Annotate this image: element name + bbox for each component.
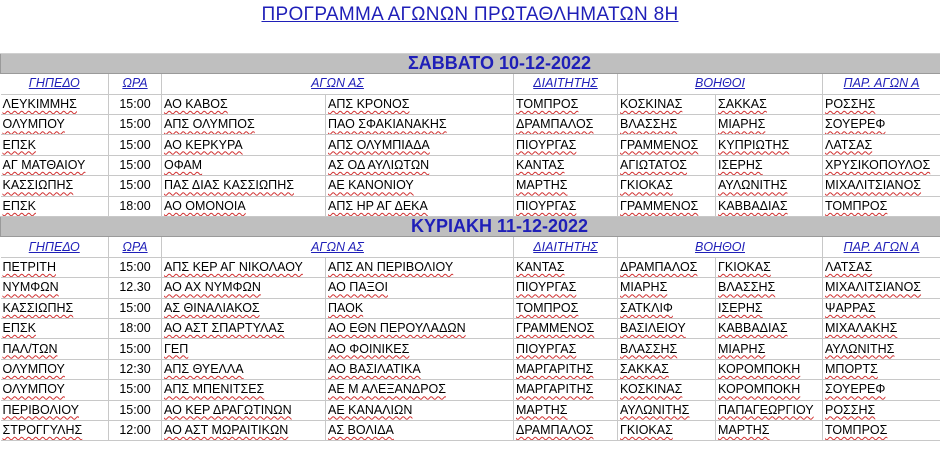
time-cell: 15:00 (109, 339, 162, 359)
referee-cell: ΤΟΜΠΡΟΣ (514, 94, 618, 114)
time-cell: 12:30 (109, 359, 162, 379)
away-team-cell: ΑΕ ΚΑΝΑΛΙΩΝ (326, 400, 514, 420)
away-team-cell: ΑΟ ΒΑΣΙΛΑΤΙΚΑ (326, 359, 514, 379)
time-cell: 15:00 (109, 155, 162, 175)
table-row (1, 339, 940, 359)
referee-cell: ΠΙΟΥΡΓΑΣ (514, 135, 618, 155)
table-row (1, 318, 940, 338)
header-assistants: ΒΟΗΘΟΙ (618, 74, 823, 94)
time-cell: 15:00 (109, 298, 162, 318)
referee-cell: ΔΡΑΜΠΑΛΟΣ (514, 420, 618, 440)
table-row (1, 420, 940, 440)
table-row (1, 359, 940, 379)
observer-cell: ΡΟΣΣΗΣ (823, 400, 940, 420)
assistant1-cell: ΓΡΑΜΜΕΝΟΣ (618, 196, 716, 216)
assistant1-cell: ΓΡΑΜΜΕΝΟΣ (618, 135, 716, 155)
assistant2-cell: ΚΟΡΟΜΠΟΚΗ (716, 380, 823, 400)
assistant2-cell: ΜΙΑΡΗΣ (716, 115, 823, 135)
assistant2-cell: ΓΚΙΟΚΑΣ (716, 257, 823, 277)
venue-cell: ΛΕΥΚΙΜΜΗΣ (1, 94, 109, 114)
away-team-cell: ΑΟ ΠΑΞΟΙ (326, 278, 514, 298)
assistant1-cell: ΒΛΑΣΣΗΣ (618, 115, 716, 135)
assistant1-cell: ΓΚΙΟΚΑΣ (618, 176, 716, 196)
table-row (1, 155, 940, 175)
assistant2-cell: ΙΣΕΡΗΣ (716, 155, 823, 175)
assistant2-cell: ΜΙΑΡΗΣ (716, 339, 823, 359)
venue-cell: ΝΥΜΦΩΝ (1, 278, 109, 298)
venue-cell: ΕΠΣΚ (1, 135, 109, 155)
home-team-cell: ΟΦΑΜ (162, 155, 326, 175)
assistant2-cell: ΚΥΠΡΙΩΤΗΣ (716, 135, 823, 155)
observer-cell: ΜΠΟΡΤΣ (823, 359, 940, 379)
header-time: ΩΡΑ (109, 74, 162, 94)
home-team-cell: ΑΠΣ ΚΕΡ ΑΓ ΝΙΚΟΛΑΟΥ (162, 257, 326, 277)
home-team-cell: ΑΟ ΟΜΟΝΟΙΑ (162, 196, 326, 216)
away-team-cell: ΑΠΣ ΟΛΥΜΠΙΑΔΑ (326, 135, 514, 155)
venue-cell: ΟΛΥΜΠΟΥ (1, 115, 109, 135)
away-team-cell: ΑΕ ΚΑΝΟΝΙΟΥ (326, 176, 514, 196)
observer-cell: ΣΟΥΕΡΕΦ (823, 380, 940, 400)
table-row (1, 257, 940, 277)
venue-cell: ΠΕΡΙΒΟΛΙΟΥ (1, 400, 109, 420)
observer-cell: ΣΟΥΕΡΕΦ (823, 115, 940, 135)
column-header-row (1, 74, 940, 94)
assistant2-cell: ΣΑΚΚΑΣ (716, 94, 823, 114)
day-header-row (1, 217, 940, 237)
observer-cell: ΜΙΧΑΛΙΤΣΙΑΝΟΣ (823, 176, 940, 196)
table-row (1, 94, 940, 114)
home-team-cell: ΑΟ ΑΧ ΝΥΜΦΩΝ (162, 278, 326, 298)
home-team-cell: ΑΣ ΘΙΝΑΛΙΑΚΟΣ (162, 298, 326, 318)
table-row (1, 278, 940, 298)
referee-cell: ΜΑΡΤΗΣ (514, 176, 618, 196)
day-title: ΣΑΒΒΑΤΟ 10-12-2022 (1, 53, 940, 73)
time-cell: 15:00 (109, 257, 162, 277)
observer-cell: ΜΙΧΑΛΙΤΣΙΑΝΟΣ (823, 278, 940, 298)
observer-cell: ΑΥΛΩΝΙΤΗΣ (823, 339, 940, 359)
home-team-cell: ΠΑΣ ΔΙΑΣ ΚΑΣΣΙΩΠΗΣ (162, 176, 326, 196)
home-team-cell: ΑΟ ΚΕΡΚΥΡΑ (162, 135, 326, 155)
table-row (1, 115, 940, 135)
assistant2-cell: ΚΑΒΒΑΔΙΑΣ (716, 318, 823, 338)
referee-cell: ΔΡΑΜΠΑΛΟΣ (514, 115, 618, 135)
assistant1-cell: ΚΟΣΚΙΝΑΣ (618, 380, 716, 400)
away-team-cell: ΑΠΣ ΑΝ ΠΕΡΙΒΟΛΙΟΥ (326, 257, 514, 277)
blank-row (1, 33, 940, 53)
table-row (1, 400, 940, 420)
venue-cell: ΑΓ ΜΑΤΘΑΙΟΥ (1, 155, 109, 175)
time-cell: 18:00 (109, 196, 162, 216)
header-match: ΑΓΩΝ ΑΣ (162, 237, 514, 257)
referee-cell: ΠΙΟΥΡΓΑΣ (514, 339, 618, 359)
away-team-cell: ΑΣ ΟΔ ΑΥΛΙΩΤΩΝ (326, 155, 514, 175)
observer-cell: ΛΑΤΣΑΣ (823, 257, 940, 277)
table-row (1, 196, 940, 216)
time-cell: 12.30 (109, 278, 162, 298)
table-row (1, 135, 940, 155)
home-team-cell: ΑΠΣ ΟΛΥΜΠΟΣ (162, 115, 326, 135)
header-observer: ΠΑΡ. ΑΓΩΝ Α (823, 74, 940, 94)
header-match: ΑΓΩΝ ΑΣ (162, 74, 514, 94)
observer-cell: ΤΟΜΠΡΟΣ (823, 420, 940, 440)
venue-cell: ΕΠΣΚ (1, 196, 109, 216)
away-team-cell: ΠΑΟΚ (326, 298, 514, 318)
time-cell: 12:00 (109, 420, 162, 440)
venue-cell: ΠΕΤΡΙΤΗ (1, 257, 109, 277)
venue-cell: ΚΑΣΣΙΩΠΗΣ (1, 176, 109, 196)
header-referee: ΔΙΑΙΤΗΤΗΣ (514, 237, 618, 257)
away-team-cell: ΑΕ Μ ΑΛΕΞΑΝΔΡΟΣ (326, 380, 514, 400)
header-referee: ΔΙΑΙΤΗΤΗΣ (514, 74, 618, 94)
time-cell: 15:00 (109, 94, 162, 114)
assistant1-cell: ΑΓΙΩΤΑΤΟΣ (618, 155, 716, 175)
referee-cell: ΜΑΡΓΑΡΙΤΗΣ (514, 380, 618, 400)
assistant1-cell: ΜΙΑΡΗΣ (618, 278, 716, 298)
assistant1-cell: ΑΥΛΩΝΙΤΗΣ (618, 400, 716, 420)
day-header-row (1, 53, 940, 73)
time-cell: 15:00 (109, 115, 162, 135)
day-title: ΚΥΡΙΑΚΗ 11-12-2022 (1, 217, 940, 237)
venue-cell: ΠΑΛ/ΤΩΝ (1, 339, 109, 359)
home-team-cell: ΑΟ ΑΣΤ ΜΩΡΑΙΤΙΚΩΝ (162, 420, 326, 440)
assistant1-cell: ΚΟΣΚΙΝΑΣ (618, 94, 716, 114)
time-cell: 15:00 (109, 176, 162, 196)
away-team-cell: ΑΟ ΦΟΙΝΙΚΕΣ (326, 339, 514, 359)
home-team-cell: ΑΟ ΚΑΒΟΣ (162, 94, 326, 114)
away-team-cell: ΑΣ ΒΟΛΙΔΑ (326, 420, 514, 440)
venue-cell: ΟΛΥΜΠΟΥ (1, 380, 109, 400)
assistant2-cell: ΜΑΡΤΗΣ (716, 420, 823, 440)
header-venue: ΓΗΠΕΔΟ (1, 74, 109, 94)
assistant2-cell: ΚΟΡΟΜΠΟΚΗ (716, 359, 823, 379)
venue-cell: ΚΑΣΣΙΩΠΗΣ (1, 298, 109, 318)
referee-cell: ΓΡΑΜΜΕΝΟΣ (514, 318, 618, 338)
observer-cell: ΨΑΡΡΑΣ (823, 298, 940, 318)
observer-cell: ΤΟΜΠΡΟΣ (823, 196, 940, 216)
home-team-cell: ΑΠΣ ΜΠΕΝΙΤΣΕΣ (162, 380, 326, 400)
assistant1-cell: ΣΑΚΚΑΣ (618, 359, 716, 379)
table-row (1, 380, 940, 400)
observer-cell: ΧΡΥΣΙΚΟΠΟΥΛΟΣ (823, 155, 940, 175)
away-team-cell: ΑΟ ΕΘΝ ΠΕΡΟΥΛΑΔΩΝ (326, 318, 514, 338)
referee-cell: ΚΑΝΤΑΣ (514, 155, 618, 175)
header-assistants: ΒΟΗΘΟΙ (618, 237, 823, 257)
assistant1-cell: ΓΚΙΟΚΑΣ (618, 420, 716, 440)
home-team-cell: ΑΟ ΚΕΡ ΔΡΑΓΩΤΙΝΩΝ (162, 400, 326, 420)
time-cell: 18:00 (109, 318, 162, 338)
assistant2-cell: ΙΣΕΡΗΣ (716, 298, 823, 318)
time-cell: 15:00 (109, 135, 162, 155)
referee-cell: ΜΑΡΓΑΡΙΤΗΣ (514, 359, 618, 379)
header-observer: ΠΑΡ. ΑΓΩΝ Α (823, 237, 940, 257)
away-team-cell: ΑΠΣ ΗΡ ΑΓ ΔΕΚΑ (326, 196, 514, 216)
home-team-cell: ΑΠΣ ΘΥΕΛΛΑ (162, 359, 326, 379)
referee-cell: ΠΙΟΥΡΓΑΣ (514, 196, 618, 216)
assistant2-cell: ΚΑΒΒΑΔΙΑΣ (716, 196, 823, 216)
assistant1-cell: ΒΑΣΙΛΕΙΟΥ (618, 318, 716, 338)
home-team-cell: ΑΟ ΑΣΤ ΣΠΑΡΤΥΛΑΣ (162, 318, 326, 338)
referee-cell: ΠΙΟΥΡΓΑΣ (514, 278, 618, 298)
time-cell: 15:00 (109, 400, 162, 420)
table-row (1, 298, 940, 318)
referee-cell: ΤΟΜΠΡΟΣ (514, 298, 618, 318)
table-row (1, 176, 940, 196)
assistant2-cell: ΠΑΠΑΓΕΩΡΓΙΟΥ (716, 400, 823, 420)
away-team-cell: ΠΑΟ ΣΦΑΚΙΑΝΑΚΗΣ (326, 115, 514, 135)
assistant1-cell: ΣΑΤΚΛΙΦ (618, 298, 716, 318)
referee-cell: ΜΑΡΤΗΣ (514, 400, 618, 420)
assistant2-cell: ΒΛΑΣΣΗΣ (716, 278, 823, 298)
header-venue: ΓΗΠΕΔΟ (1, 237, 109, 257)
assistant1-cell: ΒΛΑΣΣΗΣ (618, 339, 716, 359)
referee-cell: ΚΑΝΤΑΣ (514, 257, 618, 277)
time-cell: 15:00 (109, 380, 162, 400)
schedule-table (0, 33, 940, 441)
header-time: ΩΡΑ (109, 237, 162, 257)
venue-cell: ΣΤΡΟΓΓΥΛΗΣ (1, 420, 109, 440)
document-title: ΠΡΟΓΡΑΜΜΑ ΑΓΩΝΩΝ ΠΡΩΤΑΘΛΗΜΑΤΩΝ 8Η (261, 4, 679, 25)
away-team-cell: ΑΠΣ ΚΡΟΝΟΣ (326, 94, 514, 114)
venue-cell: ΟΛΥΜΠΟΥ (1, 359, 109, 379)
blank-cell (1, 33, 940, 53)
assistant1-cell: ΔΡΑΜΠΑΛΟΣ (618, 257, 716, 277)
observer-cell: ΜΙΧΑΛΑΚΗΣ (823, 318, 940, 338)
venue-cell: ΕΠΣΚ (1, 318, 109, 338)
home-team-cell: ΓΕΠ (162, 339, 326, 359)
assistant2-cell: ΑΥΛΩΝΙΤΗΣ (716, 176, 823, 196)
column-header-row (1, 237, 940, 257)
observer-cell: ΛΑΤΣΑΣ (823, 135, 940, 155)
observer-cell: ΡΟΣΣΗΣ (823, 94, 940, 114)
